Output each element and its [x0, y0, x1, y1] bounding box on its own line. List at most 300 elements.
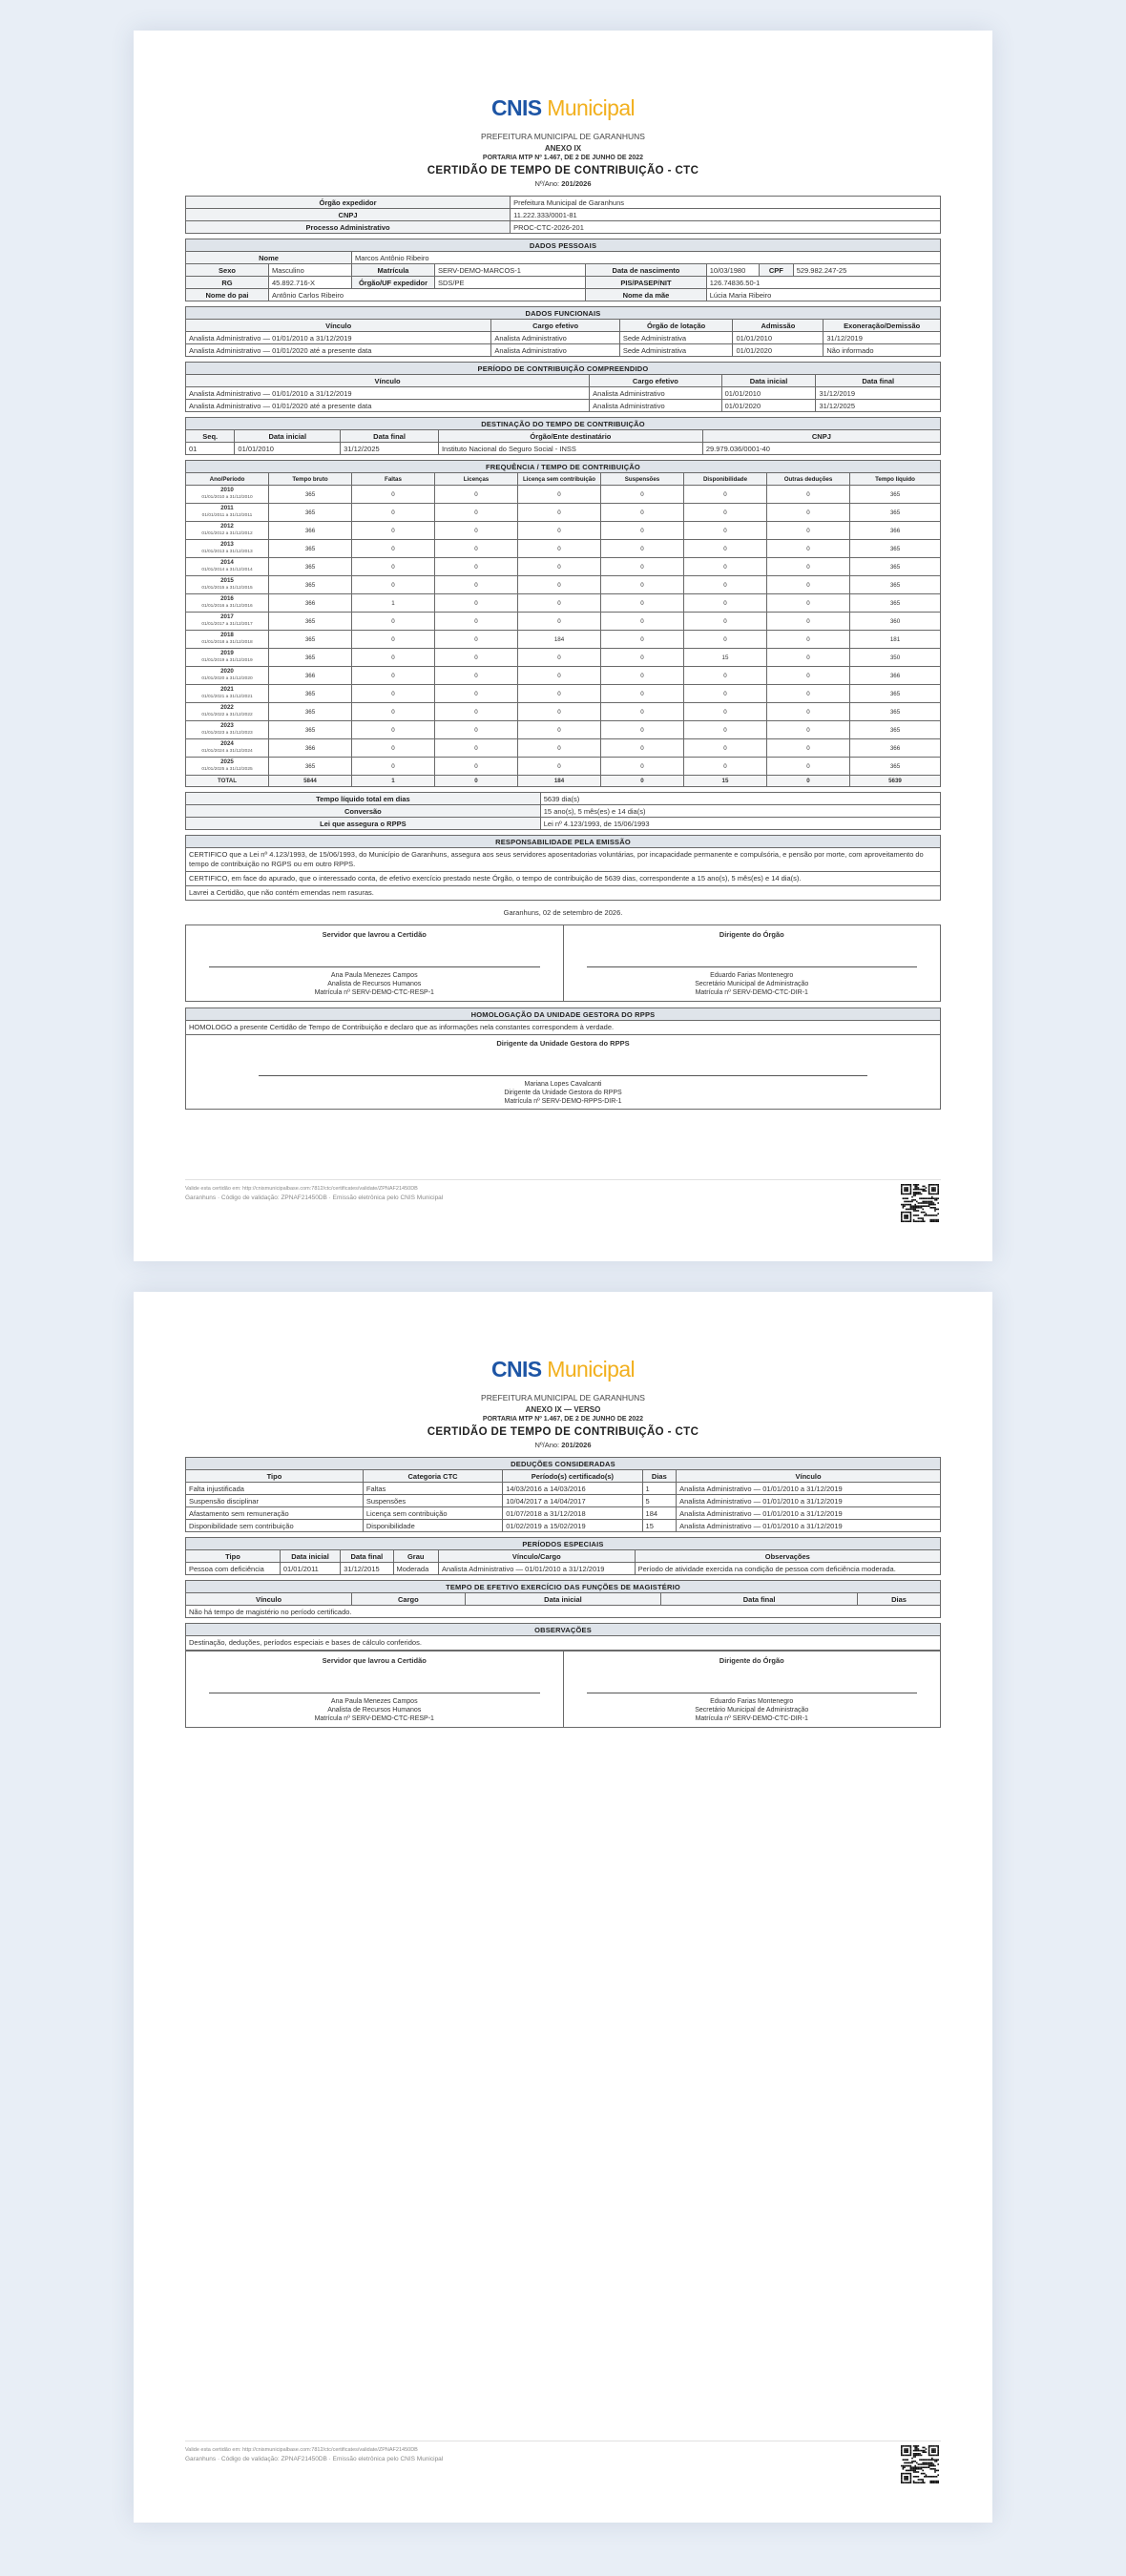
signer-name: Ana Paula Menezes Campos — [330, 1698, 418, 1705]
cell: 0 — [518, 649, 601, 667]
homologacao-table — [185, 1008, 941, 1110]
cell: Sede Administrativa — [619, 332, 733, 344]
signer-role: Dirigente da Unidade Gestora do RPPS — [504, 1090, 622, 1096]
cell: 0 — [767, 576, 850, 594]
cell: 0 — [352, 721, 435, 739]
table-row — [186, 277, 941, 289]
cell: Analista Administrativo — [590, 387, 721, 400]
cell: 0 — [518, 504, 601, 522]
cell: Analista Administrativo — 01/01/2010 a 31/12/2019 — [677, 1483, 941, 1495]
cell: 0 — [352, 613, 435, 631]
periodo-table — [185, 362, 941, 412]
cell: Disponibilidade — [363, 1520, 502, 1532]
cell: 0 — [601, 649, 684, 667]
table-row — [186, 289, 941, 301]
table-header-row — [186, 473, 941, 486]
cell: 5639 — [850, 776, 941, 787]
matricula-value: SERV-DEMO-MARCOS-1 — [435, 264, 586, 277]
period-cell — [186, 758, 269, 776]
period-cell — [186, 594, 269, 613]
signatures-table — [185, 1651, 941, 1728]
orgao-uf-label: Órgão/UF expedidor — [352, 277, 435, 289]
column-header: Órgão de lotação — [619, 320, 733, 332]
signer-role: Secretário Municipal de Administração — [695, 981, 809, 987]
table-row — [186, 758, 941, 776]
period-year: 2021 — [220, 686, 234, 693]
column-header: Suspensões — [601, 473, 684, 486]
cell: Período de atividade exercida na condição de pessoa com deficiência moderada. — [635, 1563, 940, 1575]
signer-matricula: Matrícula nº SERV-DEMO-CTC-RESP-1 — [314, 989, 434, 996]
cell: 1 — [352, 776, 435, 787]
cell: 365 — [269, 685, 352, 703]
table-row — [186, 818, 941, 830]
page-2-content — [185, 1357, 941, 1728]
column-header: Faltas — [352, 473, 435, 486]
cell: Analista Administrativo — 01/01/2010 a 31/12/2019 — [677, 1520, 941, 1532]
cell: 31/12/2015 — [341, 1563, 393, 1575]
validation-url[interactable]: Valide esta certidão em: http://cnismunicipalbase.com:7812/ctc/certificates/validate/ZPNAF21450DB — [185, 2447, 418, 2453]
section-dados-funcionais: DADOS FUNCIONAIS — [186, 307, 941, 320]
cell: 31/12/2019 — [816, 387, 941, 400]
table-header-row — [186, 430, 941, 443]
cell: 31/12/2025 — [341, 443, 439, 455]
cell: 184 — [518, 631, 601, 649]
certificate-page-1 — [134, 31, 992, 1261]
signature-rpps — [186, 1035, 941, 1110]
signature-heading: Servidor que lavrou a Certidão — [322, 930, 427, 939]
period-year: 2015 — [220, 577, 234, 584]
section-deducoes: DEDUÇÕES CONSIDERADAS — [186, 1458, 941, 1470]
dados-pessoais-table — [185, 239, 941, 301]
place-date: Garanhuns, 02 de setembro de 2026. — [503, 908, 623, 917]
cell: 365 — [850, 504, 941, 522]
section-homologacao: HOMOLOGAÇÃO DA UNIDADE GESTORA DO RPPS — [186, 1008, 941, 1021]
cell: 01/01/2010 — [721, 387, 816, 400]
cell: 0 — [518, 558, 601, 576]
cell: 0 — [684, 703, 767, 721]
period-cell — [186, 631, 269, 649]
nascimento-label: Data de nascimento — [586, 264, 707, 277]
cell: Sede Administrativa — [619, 344, 733, 357]
signer-role: Secretário Municipal de Administração — [695, 1707, 809, 1714]
period-range: 01/01/2021 a 31/12/2021 — [201, 695, 253, 699]
total-row — [186, 776, 941, 787]
signatures-table — [185, 924, 941, 1002]
signature-dirigente — [563, 925, 941, 1002]
cell: 0 — [684, 504, 767, 522]
table-row — [186, 667, 941, 685]
cell: 0 — [435, 721, 518, 739]
cell: Licença sem contribuição — [363, 1507, 502, 1520]
cell: 0 — [601, 758, 684, 776]
mae-value: Lúcia Maria Ribeiro — [706, 289, 940, 301]
table-row — [186, 387, 941, 400]
cell: Analista Administrativo — 01/01/2010 a 31/12/2019 — [186, 387, 590, 400]
cell: 14/03/2016 a 14/03/2016 — [503, 1483, 642, 1495]
cell: 01/01/2020 — [733, 344, 824, 357]
magisterio-table — [185, 1580, 941, 1618]
column-header: Grau — [393, 1550, 438, 1563]
cell: 0 — [435, 739, 518, 758]
cell: 0 — [767, 504, 850, 522]
cell: 5 — [642, 1495, 677, 1507]
cell: 01/01/2011 — [280, 1563, 340, 1575]
cell: Moderada — [393, 1563, 438, 1575]
page-1-content — [185, 95, 941, 1110]
cell: 0 — [601, 504, 684, 522]
number-value: 201/2026 — [561, 1441, 592, 1449]
column-header: Ano/Período — [186, 473, 269, 486]
signer-matricula: Matrícula nº SERV-DEMO-CTC-RESP-1 — [314, 1715, 434, 1722]
period-year: 2017 — [220, 613, 234, 620]
signer-name: Ana Paula Menezes Campos — [330, 972, 418, 979]
period-cell — [186, 649, 269, 667]
cell: 0 — [767, 721, 850, 739]
dados-funcionais-table — [185, 306, 941, 357]
cell: 0 — [352, 504, 435, 522]
cell: 0 — [601, 594, 684, 613]
period-year: 2016 — [220, 595, 234, 602]
period-cell — [186, 522, 269, 540]
cell: 0 — [767, 649, 850, 667]
responsabilidade-paragraph-3: Lavrei a Certidão, que não contém emendas nem rasuras. — [186, 886, 941, 901]
cell: 0 — [435, 486, 518, 504]
period-year: 2011 — [220, 505, 234, 511]
empty-message: Não há tempo de magistério no período certificado. — [186, 1606, 941, 1618]
table-row — [186, 1507, 941, 1520]
validation-code: Garanhuns · Código de validação: ZPNAF21450DB · Emissão eletrônica pelo CNIS Municipal — [185, 2456, 444, 2462]
cell: 01/01/2010 — [733, 332, 824, 344]
cell: 350 — [850, 649, 941, 667]
cell: 0 — [435, 631, 518, 649]
cell: 0 — [518, 486, 601, 504]
cell: 0 — [767, 758, 850, 776]
cell: Disponibilidade sem contribuição — [186, 1520, 364, 1532]
logo-cnis-text: CNIS — [490, 95, 542, 120]
cell: 0 — [435, 522, 518, 540]
homologacao-text: HOMOLOGO a presente Certidão de Tempo de Contribuição e declaro que as informações nela constantes correspondem à verdade. — [186, 1021, 941, 1035]
cell: 15 — [642, 1520, 677, 1532]
cell: 0 — [352, 576, 435, 594]
cell: 31/12/2025 — [816, 400, 941, 412]
cell: 0 — [352, 758, 435, 776]
column-header: Outras deduções — [767, 473, 850, 486]
signer-name: Mariana Lopes Cavalcanti — [524, 1081, 602, 1088]
cell: 181 — [850, 631, 941, 649]
pai-value: Antônio Carlos Ribeiro — [269, 289, 586, 301]
cell: 365 — [850, 576, 941, 594]
cell: 0 — [601, 540, 684, 558]
rg-value: 45.892.716-X — [269, 277, 352, 289]
period-range: 01/01/2017 a 31/12/2017 — [201, 622, 253, 627]
period-range: 01/01/2011 a 31/12/2011 — [201, 513, 253, 518]
cell: 365 — [850, 594, 941, 613]
section-frequencia: FREQUÊNCIA / TEMPO DE CONTRIBUIÇÃO — [186, 461, 941, 473]
period-cell — [186, 703, 269, 721]
period-year: 2020 — [220, 668, 234, 675]
column-header: Data inicial — [721, 375, 816, 387]
period-year: 2025 — [220, 758, 234, 765]
cell: 0 — [435, 504, 518, 522]
column-header: Cargo efetivo — [491, 320, 619, 332]
cell: 0 — [518, 721, 601, 739]
cell: Afastamento sem remuneração — [186, 1507, 364, 1520]
table-row — [186, 721, 941, 739]
pai-label: Nome do pai — [186, 289, 269, 301]
cell: 0 — [352, 739, 435, 758]
responsabilidade-paragraph-2: CERTIFICO, em face do apurado, que o interessado conta, de efetivo exercício prestado neste Órgão, o tempo de contribuição de 5639 dias, correspondente a 15 ano(s), 5 mês(es) e 14 dia(s). — [186, 872, 941, 886]
validation-code: Garanhuns · Código de validação: ZPNAF21450DB · Emissão eletrônica pelo CNIS Municipal — [185, 1195, 444, 1201]
cell: 0 — [767, 685, 850, 703]
section-observacoes: OBSERVAÇÕES — [186, 1624, 941, 1636]
table-row — [186, 594, 941, 613]
cell: 0 — [684, 558, 767, 576]
mae-label: Nome da mãe — [586, 289, 707, 301]
cell: 365 — [269, 540, 352, 558]
portaria-label: PORTARIA MTP Nº 1.467, DE 2 DE JUNHO DE 2022 — [482, 155, 644, 161]
anexo-label: ANEXO IX — VERSO — [525, 1405, 601, 1414]
cnis-municipal-logo — [185, 95, 941, 120]
cell: 0 — [767, 776, 850, 787]
cell: Analista Administrativo — 01/01/2010 a 31/12/2019 — [677, 1507, 941, 1520]
section-magisterio: TEMPO DE EFETIVO EXERCÍCIO DAS FUNÇÕES DE MAGISTÉRIO — [186, 1581, 941, 1593]
table-row — [186, 332, 941, 344]
anexo-label: ANEXO IX — [544, 144, 582, 153]
cell: Analista Administrativo — 01/01/2010 a 31/12/2019 — [677, 1495, 941, 1507]
period-range: 01/01/2022 a 31/12/2022 — [201, 713, 253, 717]
column-header: Data final — [816, 375, 941, 387]
signature-servidor — [186, 925, 564, 1002]
orgao-expedidor-label: Órgão expedidor — [186, 197, 511, 209]
table-row — [186, 558, 941, 576]
period-cell — [186, 504, 269, 522]
cell: 365 — [269, 721, 352, 739]
matricula-label: Matrícula — [352, 264, 435, 277]
cell: 366 — [269, 594, 352, 613]
column-header: Período(s) certificado(s) — [503, 1470, 642, 1483]
column-header: Vínculo — [186, 1593, 352, 1606]
sexo-label: Sexo — [186, 264, 269, 277]
cell: 0 — [352, 540, 435, 558]
logo-cnis-text: CNIS — [490, 1357, 542, 1381]
cell: Analista Administrativo — [590, 400, 721, 412]
observacoes-table — [185, 1623, 941, 1651]
cell: 0 — [684, 667, 767, 685]
cell: 0 — [518, 758, 601, 776]
lei-value: Lei nº 4.123/1993, de 15/06/1993 — [540, 818, 940, 830]
table-row — [186, 805, 941, 818]
table-row — [186, 486, 941, 504]
cnpj-label: CNPJ — [186, 209, 511, 221]
cell: 365 — [269, 649, 352, 667]
cell: 0 — [352, 558, 435, 576]
cell: 0 — [601, 558, 684, 576]
cell: 0 — [435, 540, 518, 558]
column-header: Tempo bruto — [269, 473, 352, 486]
cell: 366 — [850, 739, 941, 758]
cell: 0 — [435, 685, 518, 703]
cell: Analista Administrativo — [491, 344, 619, 357]
cell: 0 — [518, 576, 601, 594]
signer-role: Analista de Recursos Humanos — [327, 1707, 422, 1714]
cell: 365 — [850, 758, 941, 776]
certificate-number — [185, 179, 941, 188]
column-header: Data final — [341, 430, 439, 443]
cell: 0 — [684, 594, 767, 613]
period-cell — [186, 739, 269, 758]
cell: 0 — [352, 631, 435, 649]
resumo-table — [185, 792, 941, 830]
column-header: Licenças — [435, 473, 518, 486]
cell: Suspensão disciplinar — [186, 1495, 364, 1507]
cell: 31/12/2019 — [824, 332, 941, 344]
cell: 365 — [269, 758, 352, 776]
destinacao-table — [185, 417, 941, 455]
period-cell — [186, 558, 269, 576]
page-footer — [185, 1179, 941, 1223]
cell: 365 — [850, 540, 941, 558]
cell: 0 — [435, 667, 518, 685]
pis-label: PIS/PASEP/NIT — [586, 277, 707, 289]
cell: 0 — [767, 667, 850, 685]
cell: 0 — [684, 631, 767, 649]
orgao-expedidor-value: Prefeitura Municipal de Garanhuns — [511, 197, 941, 209]
column-header: Cargo — [352, 1593, 466, 1606]
qr-code-icon — [901, 1184, 939, 1222]
table-row — [186, 443, 941, 455]
cell: 0 — [601, 667, 684, 685]
column-header: Data final — [341, 1550, 393, 1563]
period-cell — [186, 721, 269, 739]
responsabilidade-paragraph-1: CERTIFICO que a Lei nº 4.123/1993, de 15/06/1993, do Município de Garanhuns, assegura aos seus servidores aposentadorias voluntárias, por incapacidade permanente e compulsória, e pensão por morte, com aproveitamento do tempo de contribuição no RGPS ou em outro RPPS. — [186, 848, 941, 872]
cnpj-value: 11.222.333/0001-81 — [511, 209, 941, 221]
cell: 0 — [435, 649, 518, 667]
period-range: 01/01/2012 a 31/12/2012 — [201, 531, 253, 536]
cpf-label: CPF — [760, 264, 794, 277]
sexo-value: Masculino — [269, 264, 352, 277]
period-cell — [186, 685, 269, 703]
cell: 365 — [850, 486, 941, 504]
column-header: Cargo efetivo — [590, 375, 721, 387]
certificate-number — [185, 1441, 941, 1449]
cell: 365 — [269, 613, 352, 631]
cell: 0 — [352, 649, 435, 667]
prefeitura-name: PREFEITURA MUNICIPAL DE GARANHUNS — [481, 1393, 645, 1402]
column-header: Dias — [642, 1470, 677, 1483]
cell: 0 — [518, 685, 601, 703]
validation-url[interactable]: Valide esta certidão em: http://cnismunicipalbase.com:7812/ctc/certificates/validate/ZPNAF21450DB — [185, 1186, 418, 1192]
table-row — [186, 504, 941, 522]
prefeitura-name: PREFEITURA MUNICIPAL DE GARANHUNS — [481, 132, 645, 141]
cell: 0 — [601, 739, 684, 758]
period-range: 01/01/2024 a 31/12/2024 — [201, 749, 253, 754]
signature-line — [587, 966, 918, 967]
cell: 0 — [684, 486, 767, 504]
table-row — [186, 1520, 941, 1532]
cell: Analista Administrativo — 01/01/2010 a 31/12/2019 — [186, 332, 491, 344]
cell: 0 — [352, 703, 435, 721]
table-row — [186, 400, 941, 412]
cell: 0 — [601, 613, 684, 631]
conversao-value: 15 ano(s), 5 mês(es) e 14 dia(s) — [540, 805, 940, 818]
cell: 01/01/2020 — [721, 400, 816, 412]
table-row — [186, 1495, 941, 1507]
column-header: Data inicial — [465, 1593, 661, 1606]
period-range: 01/01/2020 a 31/12/2020 — [201, 676, 253, 681]
cell: 0 — [601, 576, 684, 594]
cell: 184 — [642, 1507, 677, 1520]
cell: 0 — [601, 522, 684, 540]
number-label: Nº/Ano: — [534, 179, 560, 188]
cnis-municipal-logo — [185, 1357, 941, 1381]
document-title: CERTIDÃO DE TEMPO DE CONTRIBUIÇÃO - CTC — [427, 1426, 699, 1438]
processo-label: Processo Administrativo — [186, 221, 511, 234]
cell: 366 — [269, 739, 352, 758]
logo-municipal-text: Municipal — [547, 95, 636, 120]
column-header: Observações — [635, 1550, 940, 1563]
cell: 360 — [850, 613, 941, 631]
cell: 0 — [352, 685, 435, 703]
section-responsabilidade: RESPONSABILIDADE PELA EMISSÃO — [186, 836, 941, 848]
table-header-row — [186, 320, 941, 332]
certificate-page-2 — [134, 1292, 992, 2523]
cell: Faltas — [363, 1483, 502, 1495]
cell: 0 — [352, 486, 435, 504]
cell: 0 — [352, 667, 435, 685]
period-range: 01/01/2018 a 31/12/2018 — [201, 640, 253, 645]
column-header: Data inicial — [235, 430, 341, 443]
cell: 0 — [518, 540, 601, 558]
period-year: 2022 — [220, 704, 234, 711]
signature-servidor — [186, 1652, 564, 1728]
nome-value: Marcos Antônio Ribeiro — [352, 252, 941, 264]
section-dados-pessoais: DADOS PESSOAIS — [186, 239, 941, 252]
cell: 0 — [767, 540, 850, 558]
cell: 365 — [269, 703, 352, 721]
portaria-label: PORTARIA MTP Nº 1.467, DE 2 DE JUNHO DE 2022 — [482, 1416, 644, 1423]
cell: 0 — [767, 631, 850, 649]
cell: 15 — [684, 776, 767, 787]
table-row — [186, 1483, 941, 1495]
cell: 0 — [767, 739, 850, 758]
cell: 15 — [684, 649, 767, 667]
cell: 365 — [850, 558, 941, 576]
lei-label: Lei que assegura o RPPS — [186, 818, 541, 830]
period-cell — [186, 576, 269, 594]
table-row — [186, 685, 941, 703]
cell: 01/02/2019 a 15/02/2019 — [503, 1520, 642, 1532]
cell: 0 — [684, 576, 767, 594]
period-range: 01/01/2013 a 31/12/2013 — [201, 550, 253, 554]
cell: 1 — [642, 1483, 677, 1495]
table-row — [186, 631, 941, 649]
cell: 0 — [601, 721, 684, 739]
cell: 0 — [435, 576, 518, 594]
table-row — [186, 522, 941, 540]
orgao-uf-value: SDS/PE — [435, 277, 586, 289]
period-year: 2013 — [220, 541, 234, 548]
cell: 366 — [850, 667, 941, 685]
cell: 0 — [767, 703, 850, 721]
period-year: 2010 — [220, 487, 234, 493]
column-header: Categoria CTC — [363, 1470, 502, 1483]
section-especiais: PERÍODOS ESPECIAIS — [186, 1538, 941, 1550]
signature-heading: Dirigente do Órgão — [719, 1656, 784, 1665]
logo-municipal-text: Municipal — [547, 1357, 636, 1381]
column-header: Órgão/Ente destinatário — [438, 430, 702, 443]
cell: 0 — [684, 721, 767, 739]
section-periodo: PERÍODO DE CONTRIBUIÇÃO COMPREENDIDO — [186, 363, 941, 375]
